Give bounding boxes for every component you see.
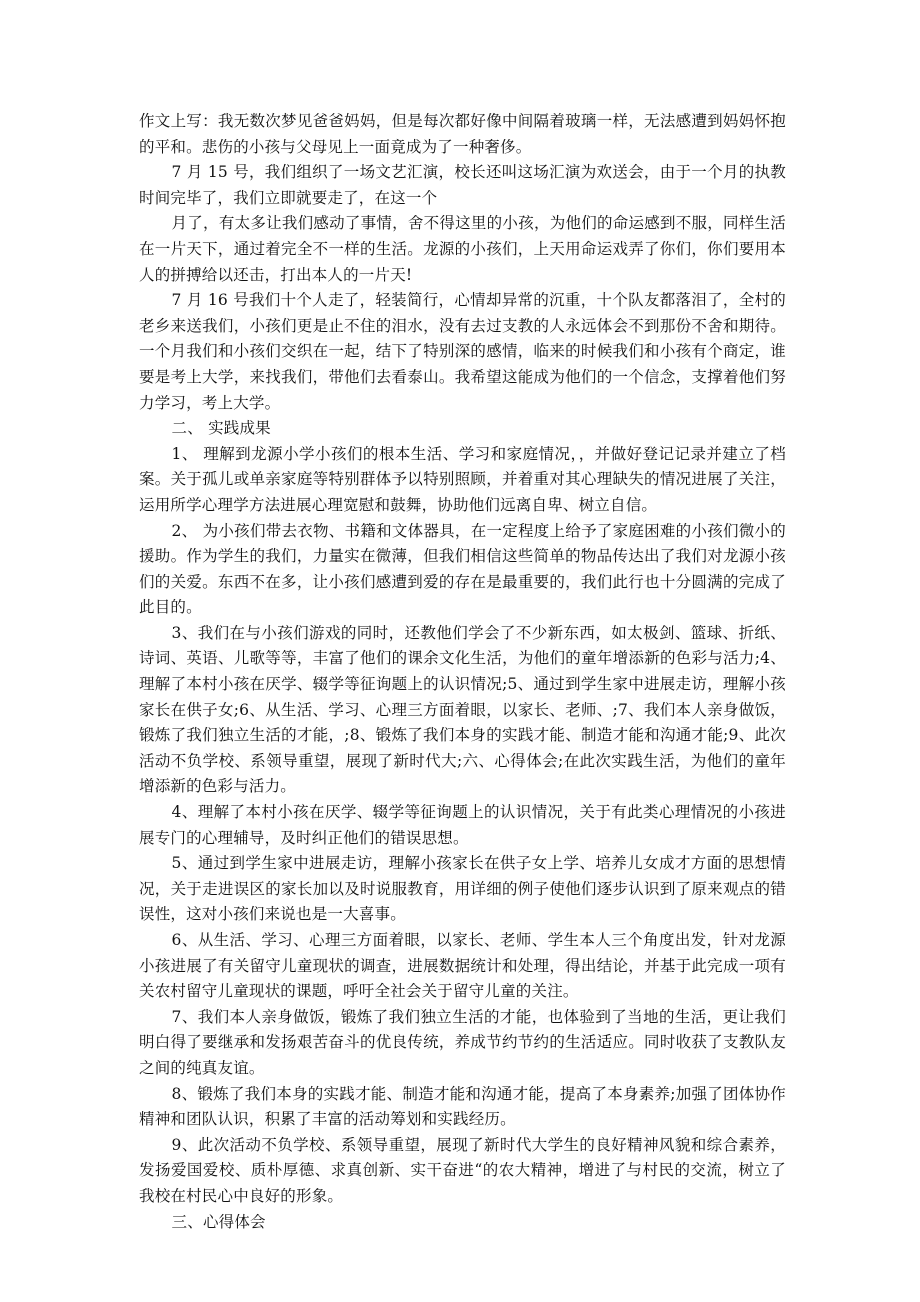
- paragraph: 7 月 15 号，我们组织了一场文艺汇演，校长还叫这场汇演为欢送会，由于一个月的执教时间完毕了，我们立即就要走了，在这一个: [139, 163, 786, 207]
- section-heading: 二、 实践成果: [171, 419, 271, 438]
- paragraph: 6、从生活、学习、心理三方面着眼，以家长、老师、学生本人三个角度出发，针对龙源小孩进展了有关留守儿童现状的调查，进展数据统计和处理，得出结论，并基于此完成一项有关农村留守儿童现状的课题，呼吁全社会关于留守儿童的关注。: [139, 931, 786, 1001]
- paragraph: 7、我们本人亲身做饭，锻炼了我们独立生活的才能，也体验到了当地的生活，更让我们明白得了要继承和发扬艰苦奋斗的优良传统，养成节约节约的生活适应。同时收获了支教队友之间的纯真友谊。: [139, 1007, 786, 1077]
- paragraph: 8、锻炼了我们本身的实践才能、制造才能和沟通才能，提高了本身素养;加强了团体协作精神和团队认识，积累了丰富的活动筹划和实践经历。: [139, 1084, 786, 1129]
- paragraph: 7 月 16 号我们十个人走了，轻装简行，心情却异常的沉重，十个队友都落泪了，全村的老乡来送我们，小孩们更是止不住的泪水，没有去过支教的人永远体会不到那份不舍和期待。一个月我们和小孩们交织在一起，结下了特别深的感情，临来的时候我们和小孩有个商定，谁要是考上大学，来找我们，带他们去看泰山。我希望这能成为他们的一个信念，支撑着他们努力学习，考上大学。: [139, 291, 786, 412]
- paragraph: 9、此次活动不负学校、系领导重望，展现了新时代大学生的良好精神风貌和综合素养，发扬爱国爱校、质朴厚德、求真创新、实干奋进“的农大精神，增进了与村民的交流，树立了我校在村民心中良好的形象。: [139, 1135, 786, 1205]
- paragraph: 5、通过到学生家中进展走访，理解小孩家长在供子女上学、培养儿女成才方面的思想情况，关于走进误区的家长加以及时说服教育，用详细的例子使他们逐步认识到了原来观点的错误性，这对小孩们来说也是一大喜事。: [139, 854, 786, 924]
- paragraph: 作文上写：我无数次梦见爸爸妈妈，但是每次都好像中间隔着玻璃一样，无法感遭到妈妈怀抱的平和。悲伤的小孩与父母见上一面竟成为了一种奢侈。: [139, 112, 786, 156]
- paragraph: 2、 为小孩们带去衣物、书籍和文体器具，在一定程度上给予了家庭困难的小孩们微小的援助。作为学生的我们，力量实在微薄，但我们相信这些简单的物品传达出了我们对龙源小孩们的关爱。东西不在多，让小孩们感遭到爱的存在是最重要的，我们此行也十分圆满的完成了此目的。: [139, 521, 786, 617]
- paragraph: 3、我们在与小孩们游戏的同时，还教他们学会了不少新东西，如太极剑、篮球、折纸、诗词、英语、儿歌等等，丰富了他们的课余文化生活，为他们的童年增添新的色彩与活力;4、理解了本村小孩在厌学、辍学等征询题上的认识情况;5、通过到学生家中进展走访，理解小孩家长在供子女;6、从生活、学习、心理三方面着眼，以家长、老师、;7、我们本人亲身做饭，锻炼了我们独立生活的才能，;8、锻炼了我们本身的实践才能、制造才能和沟通才能;9、此次活动不负学校、系领导重望，展现了新时代大;六、心得体会;在此次实践生活，为他们的童年增添新的色彩与活力。: [139, 623, 786, 796]
- section-heading: 三、心得体会: [171, 1212, 266, 1231]
- paragraph: 4、理解了本村小孩在厌学、辍学等征询题上的认识情况，关于有此类心理情况的小孩进展专门的心理辅导，及时纠正他们的错误思想。: [139, 803, 786, 847]
- paragraph: 月了，有太多让我们感动了事情，舍不得这里的小孩，为他们的命运感到不服，同样生活在一片天下，通过着完全不一样的生活。龙源的小孩们，上天用命运戏弄了你们，你们要用本人的拼搏给以还击，打出本人的一片天!: [139, 214, 786, 284]
- paragraph: 1、 理解到龙源小学小孩们的根本生活、学习和家庭情况，，并做好登记记录并建立了档案。关于孤儿或单亲家庭等特别群体予以特别照顾，并着重对其心理缺失的情况进展了关注，运用所学心理学方法进展心理宽慰和鼓舞，协助他们远离自卑、树立自信。: [139, 444, 786, 514]
- document-body: [139, 109, 786, 1235]
